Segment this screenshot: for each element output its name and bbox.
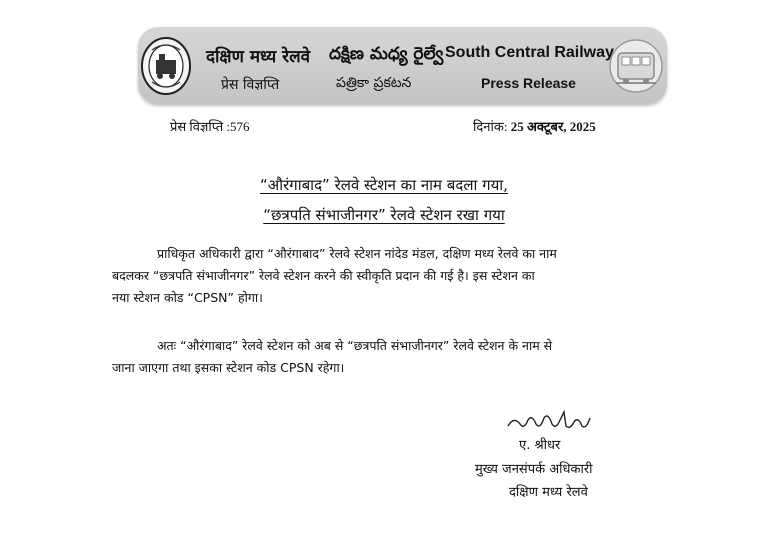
header-hindi-title: दक्षिण मध्य रेलवे [206, 47, 311, 67]
handwritten-signature [506, 408, 592, 434]
train-logo [608, 35, 664, 97]
signatory-designation: मुख्य जनसंपर्क अधिकारी [475, 462, 593, 477]
header-telugu-title: దక్షిణ మధ్య రైల్వే [329, 44, 444, 64]
signatory-name: ए. श्रीधर [519, 438, 561, 453]
heading-line-2: “छत्रपति संभाजीनगर” रेलवे स्टेशन रखा गया [263, 206, 505, 224]
paragraph-1-line-1: प्राधिकृत अधिकारी द्वारा “औरंगाबाद” रेलवे स्टेशन नांदेड मंडल, दक्षिण मध्य रेलवे का नाम [157, 246, 557, 261]
press-release-number: प्रेस विज्ञप्ति :576 [170, 119, 250, 134]
paragraph-2-line-2: जाना जाएगा तथा इसका स्टेशन कोड CPSN रहेगा। [112, 360, 345, 375]
paragraph-2 [112, 335, 672, 379]
indian-railways-logo [140, 36, 192, 96]
date-value: 25 अक्टूबर, 2025 [510, 119, 596, 134]
header-english-title: South Central Railway [445, 44, 614, 61]
header-telugu-subtitle: పత్రికా ప్రకటన [336, 75, 412, 91]
date-label: दिनांक: [473, 119, 508, 134]
paragraph-2-line-1: अतः “औरंगाबाद” रेलवे स्टेशन को अब से “छत्रपति संभाजीनगर” रेलवे स्टेशन के नाम से [157, 338, 553, 353]
paragraph-1 [112, 243, 672, 309]
press-release-date [473, 117, 596, 135]
header-english-subtitle: Press Release [481, 75, 576, 91]
header-hindi-subtitle: प्रेस विज्ञप्ति [221, 77, 280, 93]
heading-line-1: “औरंगाबाद” रेलवे स्टेशन का नाम बदला गया, [260, 176, 508, 194]
paragraph-1-line-2: बदलकर “छत्रपति संभाजीनगर” रेलवे स्टेशन करने की स्वीकृति प्रदान की गई है। इस स्टेशन का [112, 268, 535, 283]
paragraph-1-line-3: नया स्टेशन कोड “CPSN” होगा। [112, 290, 263, 305]
signatory-organization: दक्षिण मध्य रेलवे [509, 485, 588, 500]
